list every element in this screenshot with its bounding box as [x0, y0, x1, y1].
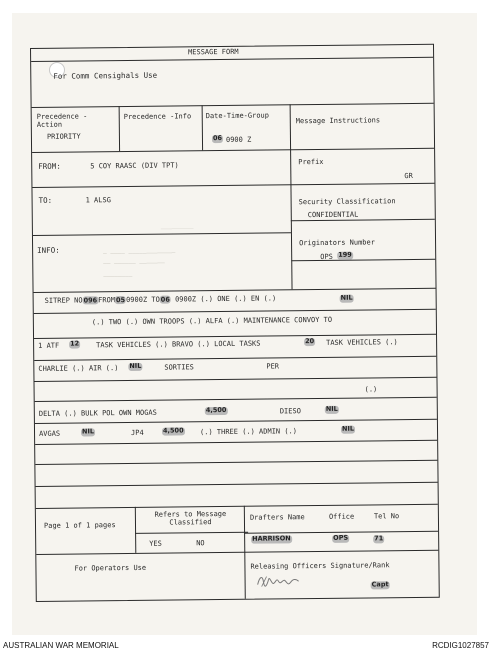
- msg-line-1: [45, 294, 277, 305]
- office-label: Office: [328, 512, 355, 521]
- message-form: [30, 44, 440, 602]
- operators-use-label: For Operators Use: [74, 563, 147, 573]
- releasing-officer-label: Releasing Officers Signature/Rank: [250, 561, 390, 571]
- to-day-stamp: 06: [160, 295, 170, 304]
- tel-stamp: 71: [374, 534, 384, 543]
- security-classification-label: Security Classification: [298, 197, 396, 207]
- dtg-label: Date-Time-Group: [205, 111, 269, 121]
- record-id-caption: RCDIG1027857: [432, 641, 489, 650]
- security-classification-value: CONFIDENTIAL: [307, 210, 359, 220]
- message-instructions-label: Message Instructions: [295, 116, 381, 126]
- drafters-name-stamp: HARRISON: [252, 534, 291, 543]
- msg-text: FROM: [98, 296, 116, 305]
- bleed-through-text: —————————: [160, 225, 194, 233]
- precedence-action-label: Precedence - Action: [36, 112, 88, 129]
- from-label: FROM:: [38, 161, 61, 171]
- page-count: Page 1 of 1 pages: [43, 521, 116, 530]
- bleed-through-text: ————————: [103, 272, 133, 281]
- originators-prefix: OPS: [320, 252, 333, 261]
- form-title: MESSAGE FORM: [188, 47, 239, 57]
- refers-yes: YES: [149, 539, 162, 548]
- admin-nil-stamp: NIL: [341, 424, 355, 433]
- msg-line-4-a: CHARLIE (.) AIR (.): [38, 364, 119, 373]
- msg-line-7-a: AVGAS: [38, 429, 61, 438]
- comm-centre-use-label: For Comm Censighals Use: [53, 70, 158, 81]
- dtg-day-stamp: 06: [212, 133, 223, 143]
- local-tasks-count-stamp: 20: [305, 337, 315, 346]
- jp4-qty-stamp: 4,500: [162, 426, 184, 435]
- info-label: INFO:: [37, 245, 60, 255]
- convoy-count-stamp: 12: [70, 339, 80, 348]
- from-day-stamp: 05: [115, 296, 126, 305]
- prefix-label: Prefix: [298, 157, 324, 167]
- to-label: TO:: [38, 195, 53, 205]
- mogas-qty-stamp: 4,500: [205, 405, 227, 415]
- msg-line-3-a: 1 ATF: [38, 341, 60, 350]
- to-value: 1 ALSG: [85, 196, 111, 205]
- precedence-info-label: Precedence -Info: [123, 112, 192, 122]
- msg-text: 0900Z TO: [126, 295, 160, 305]
- originators-number-stamp: 199: [338, 250, 352, 259]
- drafters-name-label: Drafters Name: [249, 513, 305, 522]
- refers-no: NO: [196, 539, 205, 548]
- sitrep-number-stamp: 096: [83, 296, 98, 305]
- tel-no-label: Tel No: [373, 512, 400, 521]
- msg-text: SITREP NO: [44, 296, 83, 305]
- msg-line-6-a: DELTA (.) BULK POL OWN MOGAS: [38, 408, 157, 418]
- msg-line-3-c: TASK VEHICLES (.): [326, 338, 398, 347]
- msg-line-5: (.): [364, 385, 378, 394]
- archive-caption: AUSTRALIAN WAR MEMORIAL: [3, 641, 119, 650]
- office-stamp: OPS: [333, 533, 349, 542]
- msg-text: 0900Z (.) ONE (.) EN (.): [175, 294, 277, 304]
- prefix-value: GR: [404, 171, 413, 181]
- bleed-through-text: — ———— —————————————: [103, 249, 176, 258]
- msg-line-7-b: JP4: [130, 428, 144, 437]
- handwritten-signature: [254, 570, 304, 593]
- en-nil-stamp: NIL: [340, 293, 353, 302]
- dtg-time: 0900 Z: [225, 135, 252, 144]
- msg-line-3-b: TASK VEHICLES (.) BRAVO (.) LOCAL TASKS: [96, 339, 261, 350]
- rank-stamp: Capt: [371, 580, 389, 589]
- from-value: 5 COY RAASC (DIV TPT): [90, 161, 179, 171]
- msg-line-4-c: PER: [266, 362, 280, 371]
- avgas-nil-stamp: NIL: [81, 427, 95, 436]
- msg-line-2: (.) TWO (.) OWN TROOPS (.) ALFA (.) MAINTENANCE CONVOY TO: [91, 315, 333, 327]
- air-nil-stamp: NIL: [129, 361, 142, 370]
- bleed-through-text: —— —————— ———————: [103, 259, 165, 268]
- dieso-nil-stamp: NIL: [325, 404, 338, 413]
- msg-line-6-b: DIESO: [279, 407, 301, 416]
- refers-to-message-label: Refers to Message Classified: [154, 509, 227, 527]
- originators-number-label: Originators Number: [299, 238, 375, 248]
- msg-line-7-c: (.) THREE (.) ADMIN (.): [199, 427, 298, 437]
- precedence-action-value: PRIORITY: [46, 132, 81, 141]
- msg-line-4-b: SORTIES: [164, 363, 194, 372]
